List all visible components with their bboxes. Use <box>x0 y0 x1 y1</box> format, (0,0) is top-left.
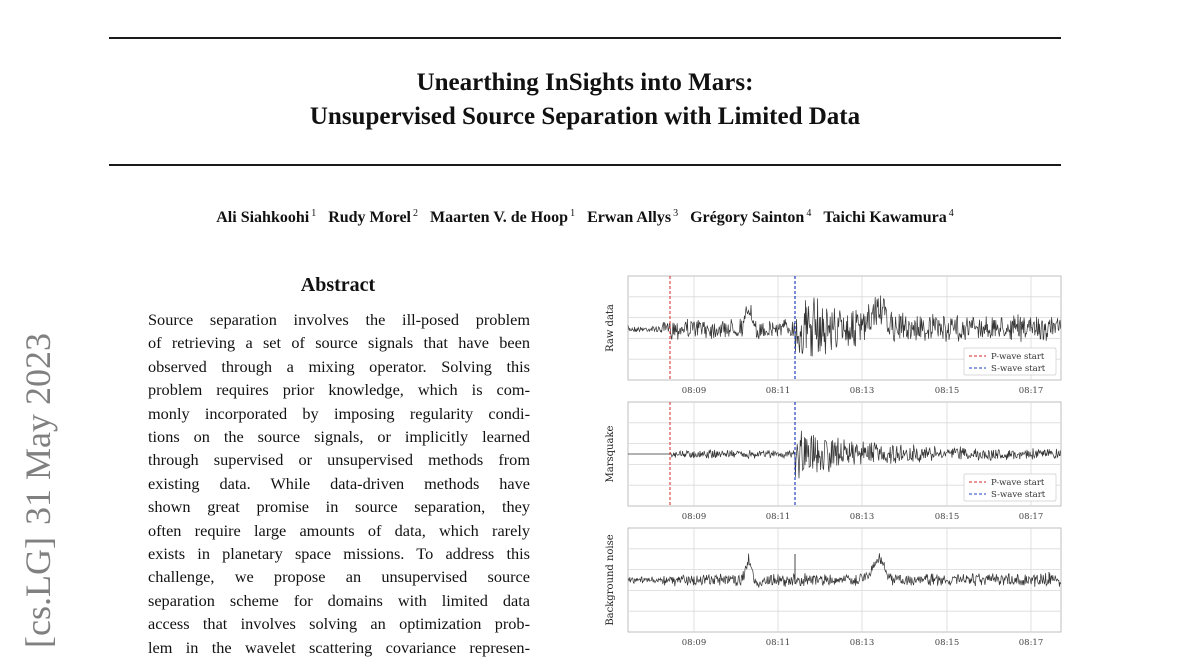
author: Ali Siahkoohi $^1$ <box>216 208 317 227</box>
author: Maarten V. de Hoop $^1$ <box>430 208 576 227</box>
legend-label-p-wave: P-wave start <box>991 352 1045 362</box>
x-tick-label: 08:15 <box>934 638 960 648</box>
seismic-figure <box>598 270 1068 650</box>
legend-label-s-wave: S-wave start <box>991 364 1046 374</box>
abstract-line: through supervised or unsupervised methods from <box>148 450 530 470</box>
abstract-line: existing data. While data-driven methods have <box>148 473 530 493</box>
title-line-1: Unearthing InSights into Mars: <box>416 69 754 96</box>
waveform-trace <box>628 553 1061 587</box>
paper-title <box>109 66 1061 134</box>
x-tick-label: 08:11 <box>765 638 791 648</box>
x-tick-label: 08:11 <box>765 386 791 396</box>
x-tick-label: 08:13 <box>849 512 875 522</box>
abstract-line: challenge, we propose an unsupervised source <box>148 567 530 587</box>
abstract-line: shown great promise in source separation, they <box>148 497 530 517</box>
x-tick-label: 08:17 <box>1018 512 1044 522</box>
author: Grégory Sainton $^4$ <box>690 208 812 227</box>
x-tick-label: 08:15 <box>934 386 960 396</box>
top-rule <box>109 37 1061 39</box>
waveform-trace <box>628 296 1061 357</box>
abstract-line: Source separation involves the ill-posed problem <box>148 310 530 329</box>
x-tick-label: 08:09 <box>681 386 707 396</box>
abstract-line: often require large amounts of data, which rarely <box>148 520 530 540</box>
arxiv-category: [cs.LG] <box>18 537 58 648</box>
x-tick-label: 08:13 <box>849 386 875 396</box>
author-list <box>109 208 1061 227</box>
abstract-heading: Abstract <box>300 274 376 296</box>
bottom-rule <box>109 164 1061 166</box>
arxiv-stamp <box>12 288 64 648</box>
y-axis-label: Background noise <box>605 534 616 626</box>
x-tick-label: 08:17 <box>1018 638 1044 648</box>
waveform-trace <box>628 431 1061 479</box>
abstract-line: separation scheme for domains with limited data <box>148 590 530 610</box>
y-axis-label: Raw data <box>605 304 616 352</box>
abstract-line: access that involves solving an optimization prob- <box>148 614 530 634</box>
x-tick-label: 08:15 <box>934 512 960 522</box>
abstract-line: tions on the source signals, or implicitly learned <box>148 427 530 447</box>
x-tick-label: 08:11 <box>765 512 791 522</box>
author: Erwan Allys $^3$ <box>587 208 679 227</box>
abstract-line: observed through a mixing operator. Solving this <box>148 356 530 376</box>
abstract-line: of retrieving a set of source signals that have been <box>148 333 530 353</box>
abstract-body <box>148 308 530 659</box>
abstract-line: monly incorporated by imposing regularity condi- <box>148 403 530 423</box>
x-tick-label: 08:09 <box>681 512 707 522</box>
abstract-line: problem requires prior knowledge, which is com- <box>148 380 530 400</box>
legend-label-s-wave: S-wave start <box>991 490 1046 500</box>
author: Rudy Morel $^2$ <box>328 208 418 227</box>
author: Taichi Kawamura $^4$ <box>823 208 954 227</box>
x-tick-label: 08:09 <box>681 638 707 648</box>
arxiv-date: 31 May 2023 <box>18 333 58 526</box>
abstract-line: lem in the wavelet scattering covariance represen- <box>148 637 530 657</box>
x-tick-label: 08:13 <box>849 638 875 648</box>
title-line-2: Unsupervised Source Separation with Limited Data <box>309 103 861 130</box>
abstract-line: exists in planetary space missions. To address this <box>148 544 530 564</box>
y-axis-label: Marsquake <box>605 425 616 483</box>
x-tick-label: 08:17 <box>1018 386 1044 396</box>
legend-label-p-wave: P-wave start <box>991 478 1045 488</box>
